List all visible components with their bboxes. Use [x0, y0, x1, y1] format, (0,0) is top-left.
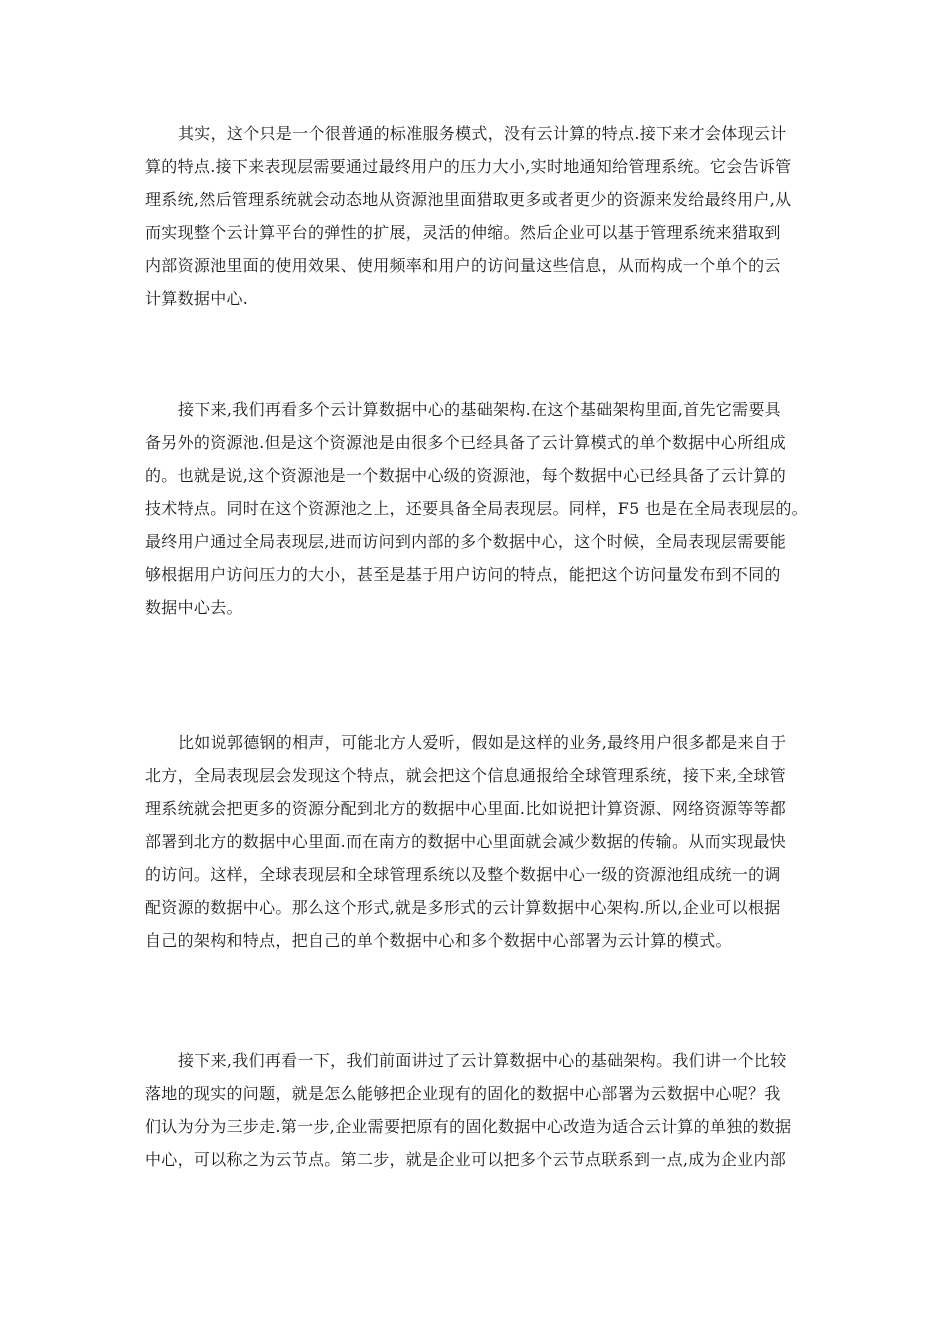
text-line: 自己的架构和特点，把自己的单个数据中心和多个数据中心部署为云计算的模式。: [145, 931, 732, 950]
text-line: 理系统,然后管理系统就会动态地从资源池里面猎取更多或者更少的资源来发给最终用户,从: [145, 190, 792, 209]
paragraph-4: [145, 1044, 815, 1176]
text-line: 部署到北方的数据中心里面.而在南方的数据中心里面就会减少数据的传输。从而实现最快: [145, 832, 787, 851]
paragraph-2: [145, 393, 815, 624]
text-line: 而实现整个云计算平台的弹性的扩展，灵活的伸缩。然后企业可以基于管理系统来猎取到: [145, 223, 781, 242]
paragraph-3: [145, 726, 815, 957]
text-line: 算的特点.接下来表现层需要通过最终用户的压力大小,实时地通知给管理系统。它会告诉管: [145, 157, 792, 176]
text-line: 内部资源池里面的使用效果、使用频率和用户的访问量这些信息，从而构成一个单个的云: [145, 256, 781, 275]
text-line: 技术特点。同时在这个资源池之上，还要具备全局表现层。同样，F5 也是在全局表现层的。: [145, 499, 808, 518]
text-line: 够根据用户访问压力的大小，甚至是基于用户访问的特点，能把这个访问量发布到不同的: [145, 565, 781, 584]
text-line: 计算数据中心.: [145, 289, 249, 308]
text-line: 最终用户通过全局表现层,进而访问到内部的多个数据中心，这个时候，全局表现层需要能: [145, 532, 787, 551]
text-line: 数据中心去。: [145, 598, 243, 617]
text-line: 其实，这个只是一个很普通的标准服务模式，没有云计算的特点.接下来才会体现云计: [178, 124, 787, 143]
text-line: 配资源的数据中心。那么这个形式,就是多形式的云计算数据中心架构.所以,企业可以根据: [145, 898, 781, 917]
text-line: 比如说郭德钢的相声，可能北方人爱听，假如是这样的业务,最终用户很多都是来自于: [178, 733, 787, 752]
text-line: 落地的现实的问题，就是怎么能够把企业现有的固化的数据中心部署为云数据中心呢？我: [145, 1084, 781, 1103]
text-line: 理系统就会把更多的资源分配到北方的数据中心里面.比如说把计算资源、网络资源等等都: [145, 799, 787, 818]
text-line: 备另外的资源池.但是这个资源池是由很多个已经具备了云计算模式的单个数据中心所组成: [145, 433, 787, 452]
text-line: 中心，可以称之为云节点。第二步，就是企业可以把多个云节点联系到一点,成为企业内部: [145, 1150, 787, 1169]
text-line: 的。也就是说,这个资源池是一个数据中心级的资源池，每个数据中心已经具备了云计算的: [145, 466, 787, 485]
text-line: 接下来,我们再看多个云计算数据中心的基础架构.在这个基础架构里面,首先它需要具: [178, 400, 781, 419]
text-line: 们认为分为三步走.第一步,企业需要把原有的固化数据中心改造为适合云计算的单独的数据: [145, 1117, 792, 1136]
paragraph-1: [145, 117, 815, 315]
text-line: 北方，全局表现层会发现这个特点，就会把这个信息通报给全球管理系统，接下来,全球管: [145, 766, 787, 785]
text-line: 的访问。这样，全球表现层和全球管理系统以及整个数据中心一级的资源池组成统一的调: [145, 865, 781, 884]
text-line: 接下来,我们再看一下，我们前面讲过了云计算数据中心的基础架构。我们讲一个比较: [178, 1051, 787, 1070]
